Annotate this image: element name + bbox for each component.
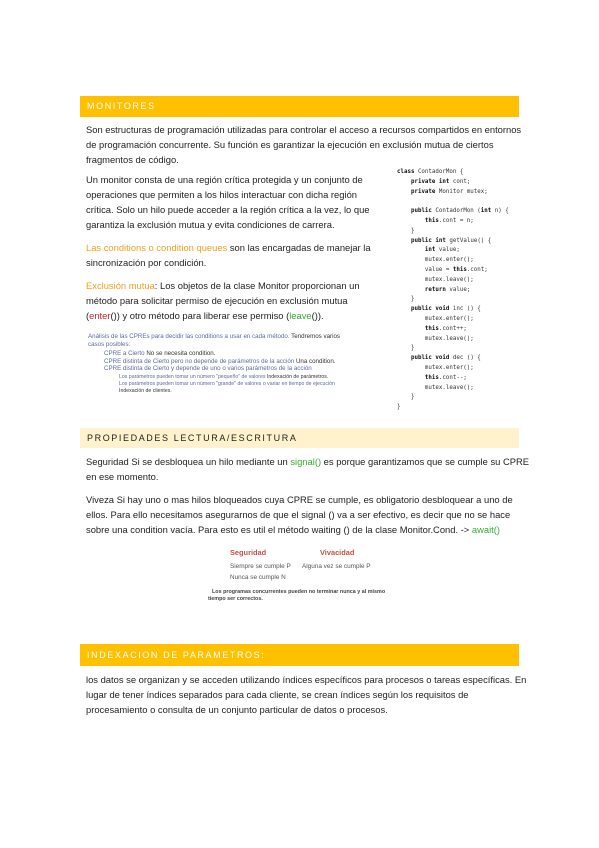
figure-text	[104, 350, 215, 357]
figure-text: Siempre se cumple P	[230, 563, 291, 570]
properties-figure	[206, 548, 426, 610]
figure-note: tiempo ser correctos.	[208, 596, 263, 602]
code-line: }	[397, 404, 401, 411]
code-line: public ContadorMon (int n) {	[410, 208, 509, 215]
figure-text: CPRE distinta de Cierto y depende de uno o varios parámetros de la acción	[104, 365, 312, 372]
section-title: MONITORES	[87, 101, 156, 111]
code-line: }	[397, 394, 415, 401]
seguridad-text: Seguridad Si se desbloquea un hilo mediante un	[86, 456, 291, 467]
intro-line: Son estructuras de programación utilizadas para controlar el acceso a recursos compartidos en entornos	[86, 124, 522, 135]
code-line: mutex.leave();	[397, 335, 474, 342]
figure-text	[88, 333, 340, 340]
code-line: }	[397, 345, 415, 352]
figure-text: casos posibles:	[88, 341, 131, 348]
code-line: int value;	[424, 247, 460, 254]
viveza-text: sobre una condition vacía. Para esto es util el método waiting () de la clase Monitor.Cond. ->	[86, 524, 472, 535]
region-line: crítica. Solo un hilo puede acceder a la región crítica a la vez, lo que	[86, 204, 370, 215]
case-label: CPRE distinta de Cierto pero no depende de parámetros de la acción	[104, 358, 295, 365]
code-line: public int getValue() {	[410, 237, 492, 244]
exclusion-line: método para solicitar permiso de ejecución en exclusión mutua	[86, 295, 348, 306]
leave-keyword: leave	[289, 310, 312, 321]
await-keyword: await()	[471, 524, 501, 535]
region-line: operaciones que permiten a los hilos interactuar con dicha región	[86, 189, 357, 200]
code-line: private Monitor mutex;	[410, 188, 488, 195]
case-result: Una condition.	[295, 358, 336, 365]
section-header-propiedades	[80, 428, 519, 448]
figure-title-rest: Tendremos varios	[291, 333, 340, 340]
exclusion-line	[86, 278, 360, 294]
signal-keyword: signal()	[290, 456, 322, 467]
code-line: mutex.enter();	[397, 315, 474, 322]
code-line: }	[397, 296, 415, 303]
exclusion-highlight: Exclusión mutua	[86, 280, 155, 291]
exclusion-text: ()).	[311, 310, 324, 321]
enter-keyword: enter	[89, 310, 111, 321]
section-header-monitores	[80, 96, 519, 117]
section-title: INDEXACION DE PARAMETROS:	[87, 650, 266, 660]
seguridad-line: en ese momento.	[86, 471, 159, 482]
conditions-highlight: Las conditions o condition queues	[86, 242, 228, 253]
code-snippet	[397, 168, 509, 413]
subcase-label: Los parámetros pueden tomar un número "pequeño" de valores	[119, 374, 266, 380]
figure-text: Los parámetros pueden tomar un número "grande" de valores o variar en tiempo de ejecución	[119, 381, 335, 387]
code-line: return value;	[424, 286, 471, 293]
region-line: garantiza la exclusión mutua y evita condiciones de carrera.	[86, 219, 335, 230]
indexacion-line: procesamiento o consulta de un conjunto particular de datos o procesos.	[86, 704, 388, 715]
exclusion-line: (enter()) y otro método para liberar ese permiso (leave()).	[86, 310, 324, 321]
seguridad-text: es porque garantizamos que se cumple su CPRE	[321, 456, 529, 467]
code-line: public void dec () {	[410, 355, 481, 362]
subcase-result: Indexación de parámetros.	[266, 374, 329, 380]
code-line: value = this.cont;	[397, 266, 488, 273]
viveza-line: ellos. Para ello necesitamos asegurarnos de que el signal () va a ser efectivo, es decir que no se hace	[86, 509, 511, 520]
code-line: this.cont = n;	[424, 217, 474, 224]
conditions-line	[86, 240, 371, 256]
exclusion-text: : Los objetos de la clase Monitor proporcionan un	[154, 280, 360, 291]
figure-note: Los programas concurrentes pueden no terminar nunca y al mismo	[212, 589, 386, 595]
figure-text: Alguna vez se cumple P	[302, 563, 371, 570]
indexacion-line: los datos se organizan y se acceden utilizando índices específicos para procesos o tareas específicas. En	[86, 674, 527, 685]
conditions-text: son las encargadas de manejar la	[227, 242, 371, 253]
figure-text	[119, 374, 328, 380]
code-line: mutex.enter();	[397, 364, 474, 371]
vivacidad-heading: Vivacidad	[320, 548, 355, 557]
intro-line: fragmentos de código.	[86, 154, 179, 165]
case-label: CPRE a Cierto	[104, 350, 145, 357]
figure-title: Análisis de las CPREs para decidir las conditions a usar en cada método.	[88, 333, 290, 340]
viveza-line	[86, 522, 500, 538]
case-result: No se necesita condition.	[146, 350, 216, 357]
code-line: mutex.enter();	[397, 257, 474, 264]
code-line: this.cont++;	[424, 325, 467, 332]
figure-text: Nunca se cumple N	[230, 574, 286, 581]
code-line: }	[397, 227, 415, 234]
code-line: private int cont;	[410, 178, 471, 185]
code-line: public void inc () {	[410, 306, 481, 313]
seguridad-heading: Seguridad	[230, 548, 267, 557]
section-header-indexacion	[80, 644, 519, 666]
seguridad-line	[86, 454, 529, 470]
viveza-line: Viveza Si hay uno o mas hilos bloqueados cuya CPRE se cumple, es obligatorio desbloquear a uno de	[86, 494, 513, 505]
code-line: this.cont--;	[424, 374, 467, 381]
figure-text	[104, 358, 336, 365]
section-title: PROPIEDADES LECTURA/ESCRITURA	[87, 433, 298, 443]
indexacion-line: lugar de tener índices separados para cada cliente, se crean índices según los requisitos de	[86, 689, 469, 700]
exclusion-text: ()) y otro método para liberar ese permiso (	[110, 310, 290, 321]
region-line: Un monitor consta de una región crítica protegida y un conjunto de	[86, 174, 363, 185]
code-line: mutex.leave();	[397, 384, 474, 391]
code-line: mutex.leave();	[397, 276, 474, 283]
conditions-line: sincronización por condición.	[86, 257, 207, 268]
intro-line: de programación concurrente. Su función es garantizar la ejecución en exclusión mutua de ciertos	[86, 139, 494, 150]
code-line: class ContadorMon {	[397, 169, 464, 175]
figure-text: Indexación de clientes.	[119, 388, 172, 394]
